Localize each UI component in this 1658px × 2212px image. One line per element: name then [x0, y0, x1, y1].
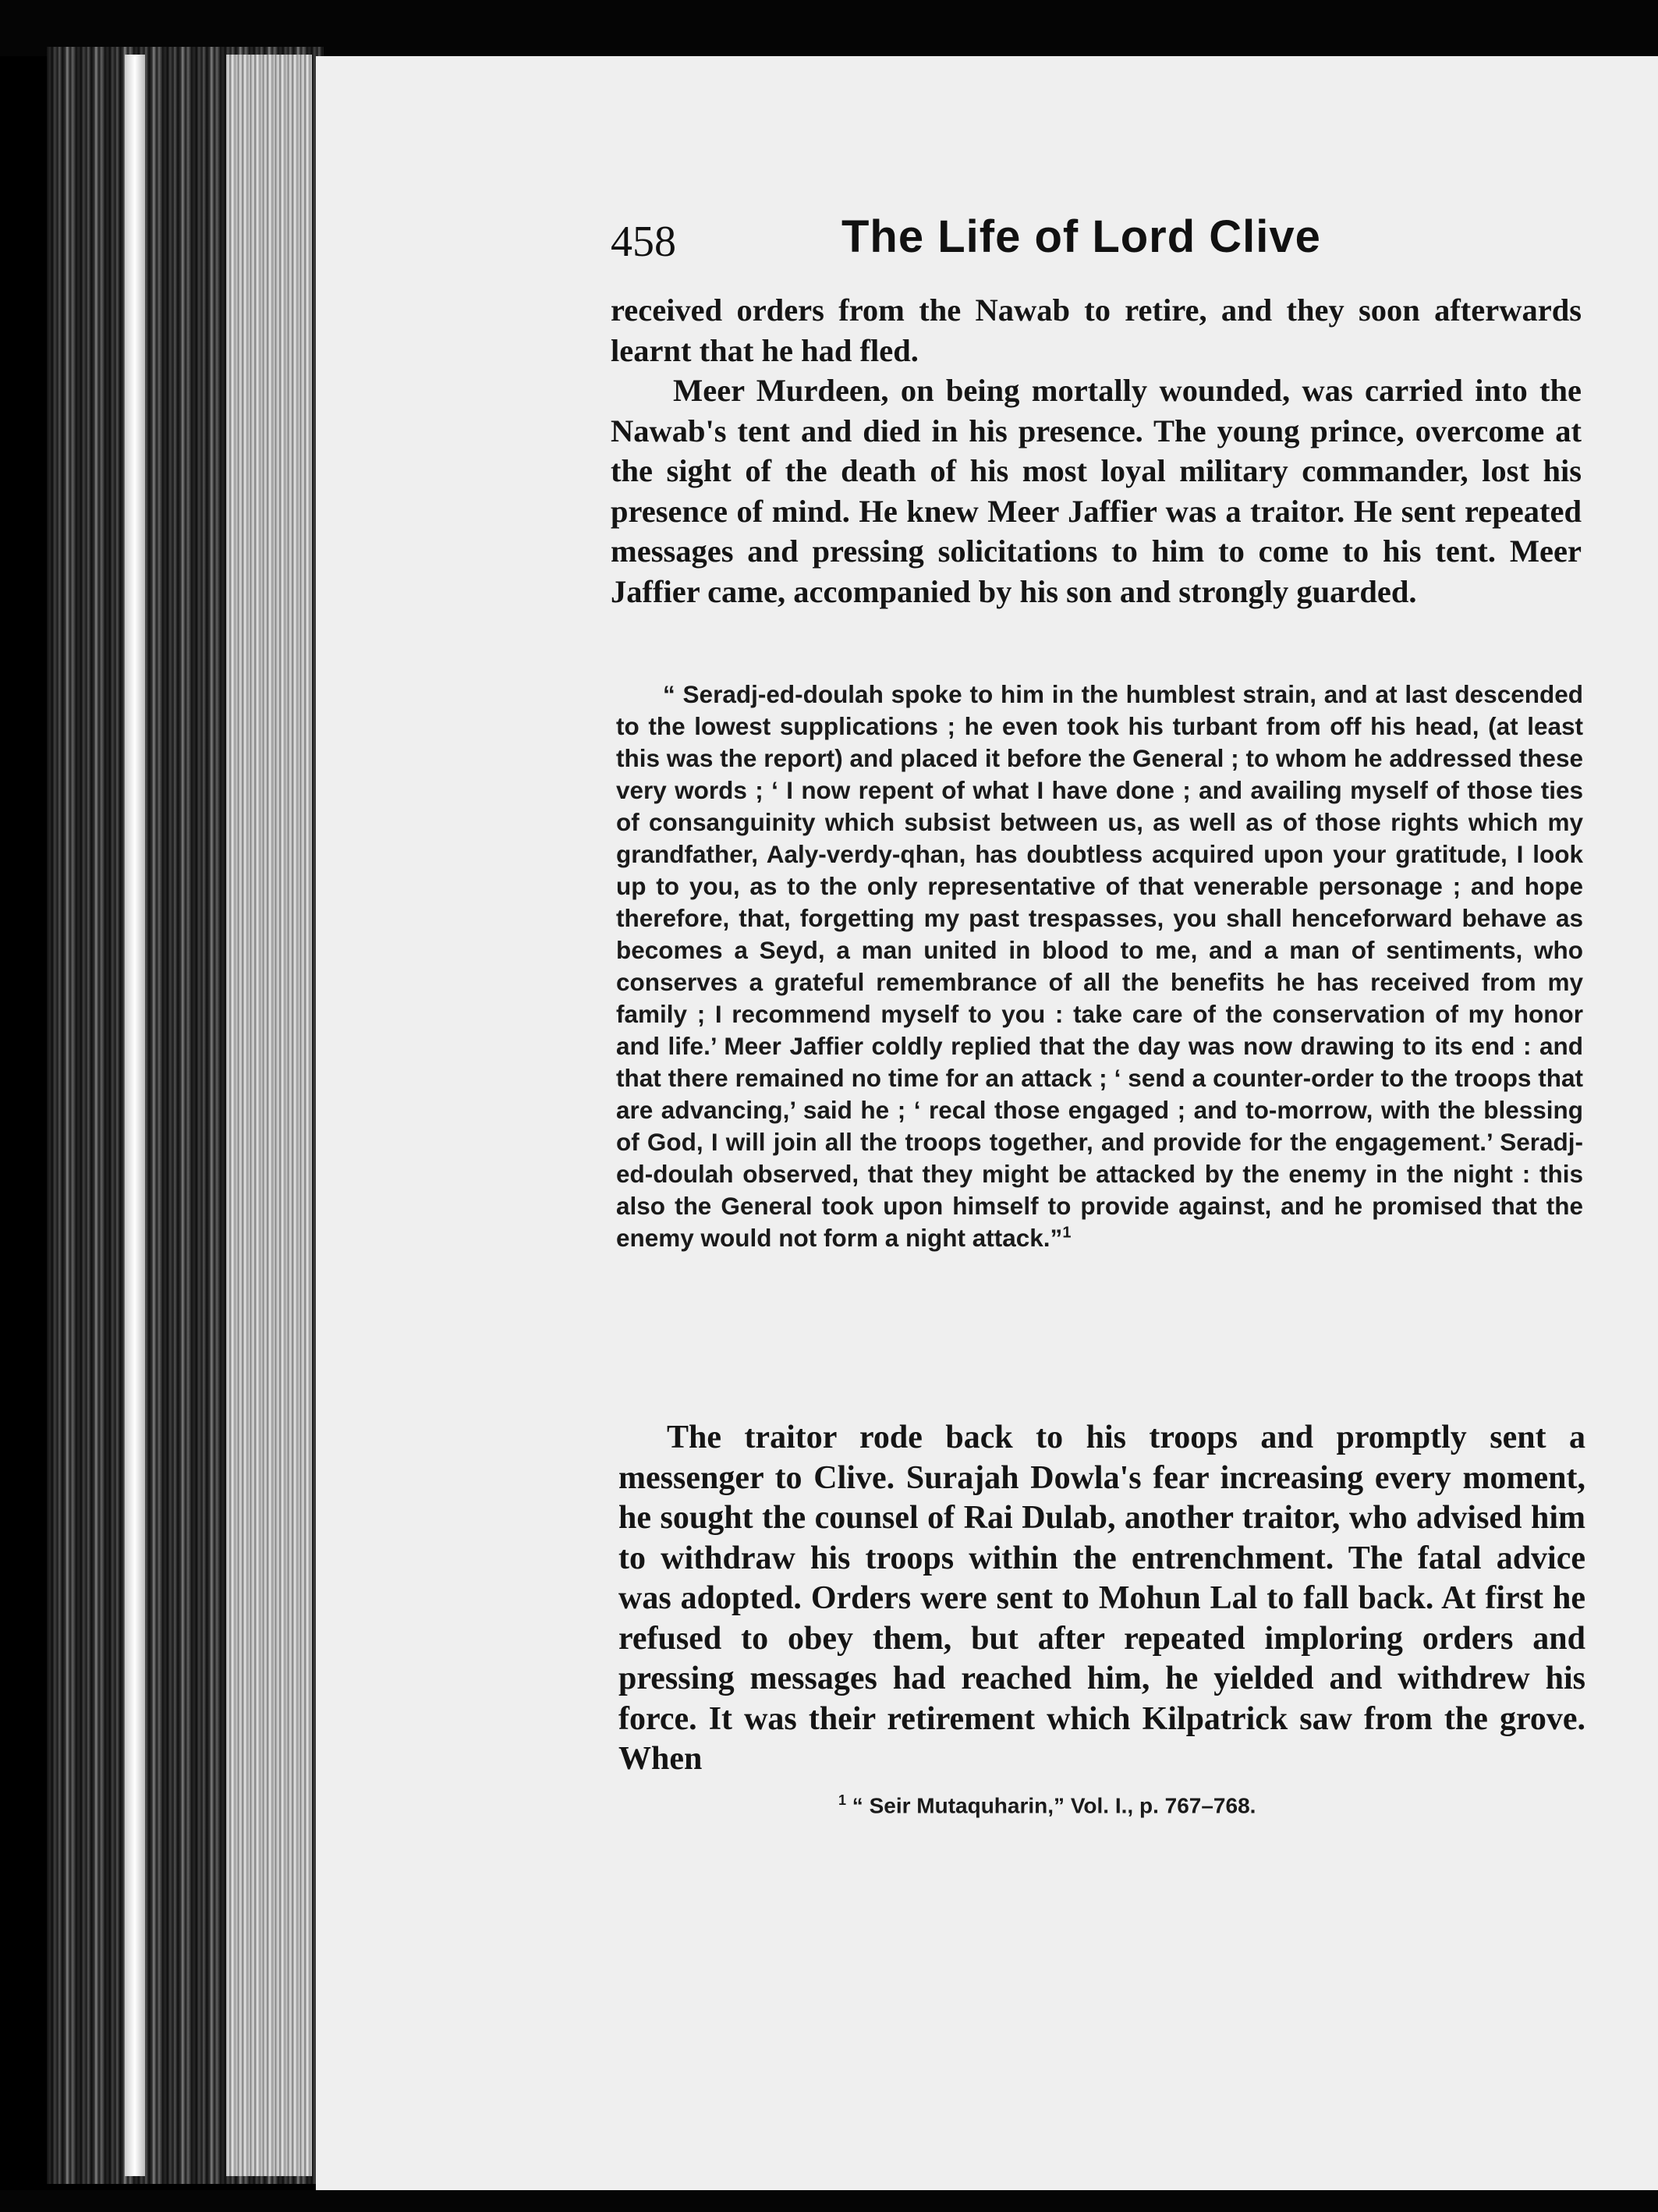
scan-bottom-border [0, 2190, 1658, 2212]
footnote-mark: 1 [838, 1792, 847, 1808]
paragraph-3 [618, 1418, 1585, 1780]
paragraph-2 [611, 370, 1582, 611]
paragraph-3-text: The traitor rode back to his troops and promptly sent a messenger to Clive. Surajah Dowla's fear increasing every moment, he sought the counsel of Rai Dulab, another traitor, who advised him to withdraw his troops within the entrenchment. The fatal advice was adopted. Orders were sent to Mohun Lal to fall back. At first he refused to obey them, but after repeated imploring orders and pressing messages had reached him, he yielded and withdrew his force. It was their retirement which Kilpatrick saw from the grove. When [618, 1420, 1585, 1777]
page-header [611, 211, 1578, 273]
block-quote-text: “ Seradj-ed-doulah spoke to him in the humblest strain, and at last descended to the lowest supplications ; he even took his turbant from off his head, (at least this was the report) and placed it before the General ; to whom he addressed these very words ; ‘ I now repent of what I have done ; and availing myself of those ties of consanguinity which subsist between us, as well as of those rights which my grandfather, Aaly-verdy-qhan, has doubtless acquired upon your gratitude, I look up to you, as to the only representative of that venerable personage ; and hope therefore, that, forgetting my past trespasses, you shall henceforward behave as becomes a Seyd, a man united in blood to me, and a man of sentiments, who conserves a grateful remembrance of all the benefits he has received from my family ; I recommend myself to you : take care of the conservation of my honor and life.’ Meer Jaffier coldly replied that the day was now drawing to its end : and that there remained no time for an attack ; ‘ send a counter-order to the troops that are advancing,’ said he ; ‘ recal those engaged ; and to-morrow, with the blessing of God, I will join all the troops together, and provide for the engagement.’ Seradj-ed-doulah observed, that they might be attacked by the enemy in the night : this also the General took upon himself to provide against, and he promised that the enemy would not form a night attack.” [616, 680, 1583, 1252]
footnote-text: “ Seir Mutaquharin,” Vol. I., p. 767–768. [852, 1793, 1256, 1818]
paragraph-2-text: Meer Murdeen, on being mortally wounded, was carried into the Nawab's tent and died in his presence. The young prince, overcome at the sight of the death of his most loyal military commander, lost his presence of mind. He knew Meer Jaffier was a traitor. He sent repeated messages and pressing solicitations to him to come to his tent. Meer Jaffier came, accompanied by his son and strongly guarded. [611, 373, 1582, 609]
paragraph-1-text: received orders from the Nawab to retire, and they soon afterwards learnt that he had fled. [611, 292, 1582, 368]
footnote-reference: 1 [1062, 1224, 1072, 1242]
page-stack-edge [226, 55, 312, 2176]
paragraph-1 [611, 290, 1582, 370]
footnote [838, 1792, 1462, 1818]
book-spine-highlight [125, 55, 145, 2176]
block-quote [616, 679, 1583, 1254]
running-title: The Life of Lord Clive [841, 211, 1321, 262]
page-number: 458 [611, 218, 676, 266]
